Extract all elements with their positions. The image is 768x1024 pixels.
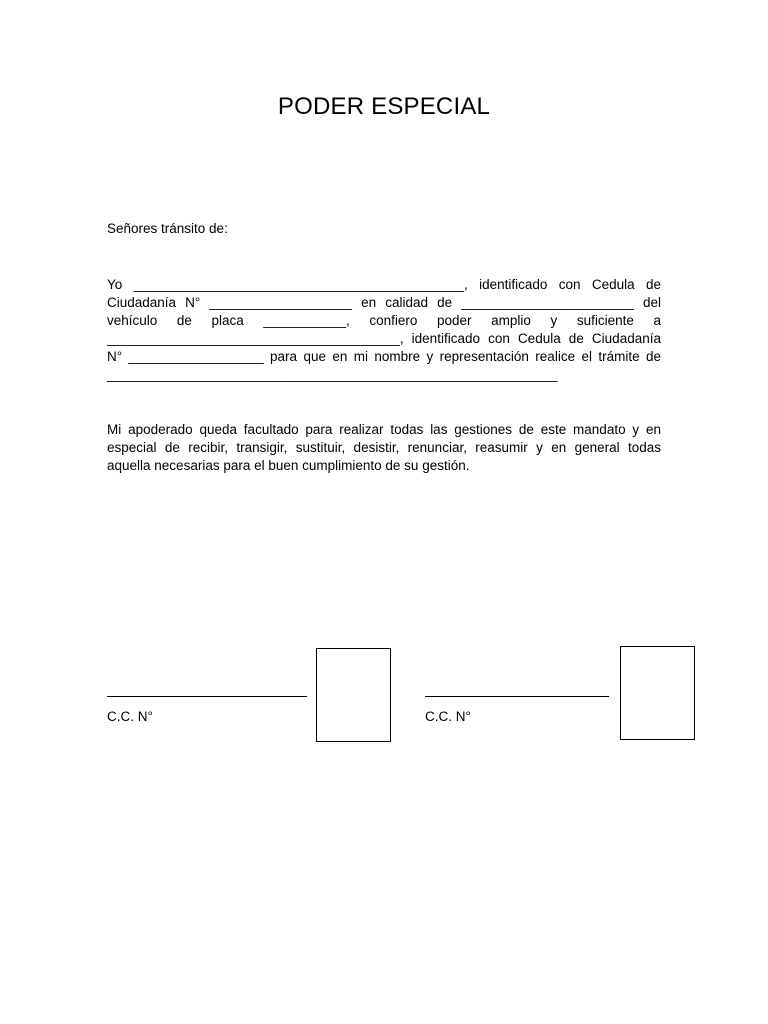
paragraph-line: N° __________________ para que en mi nombre y representación realice el trámite de — [107, 349, 661, 364]
paragraph-line: especial de recibir, transigir, sustituir, desistir, renunciar, reasumir y en general todas — [107, 440, 661, 455]
right-fingerprint-box — [620, 646, 695, 740]
document-title: PODER ESPECIAL — [277, 93, 491, 120]
paragraph-line: Yo ____________________________________________, identificado con Cedula de — [107, 277, 661, 292]
right-signature-line — [425, 696, 609, 697]
paragraph-grant — [107, 276, 661, 384]
left-fingerprint-box — [316, 648, 391, 742]
left-signature-line — [107, 696, 307, 697]
paragraph-line: ____________________________________________________________ — [107, 367, 558, 382]
paragraph-line: Ciudadanía N° ___________________ en calidad de _______________________ del — [107, 295, 661, 310]
paragraph-line: aquella necesarias para el buen cumplimiento de su gestión. — [107, 458, 470, 473]
left-id-label: C.C. N° — [107, 709, 153, 724]
salutation: Señores tránsito de: — [107, 221, 228, 236]
right-id-label: C.C. N° — [425, 709, 471, 724]
paragraph-line: _______________________________________, identificado con Cedula de Ciudadanía — [107, 331, 661, 346]
paragraph-line: Mi apoderado queda facultado para realizar todas las gestiones de este mandato y en — [107, 422, 661, 437]
paragraph-powers — [107, 421, 661, 475]
paragraph-line: vehículo de placa ___________, confiero poder amplio y suficiente a — [107, 313, 661, 328]
